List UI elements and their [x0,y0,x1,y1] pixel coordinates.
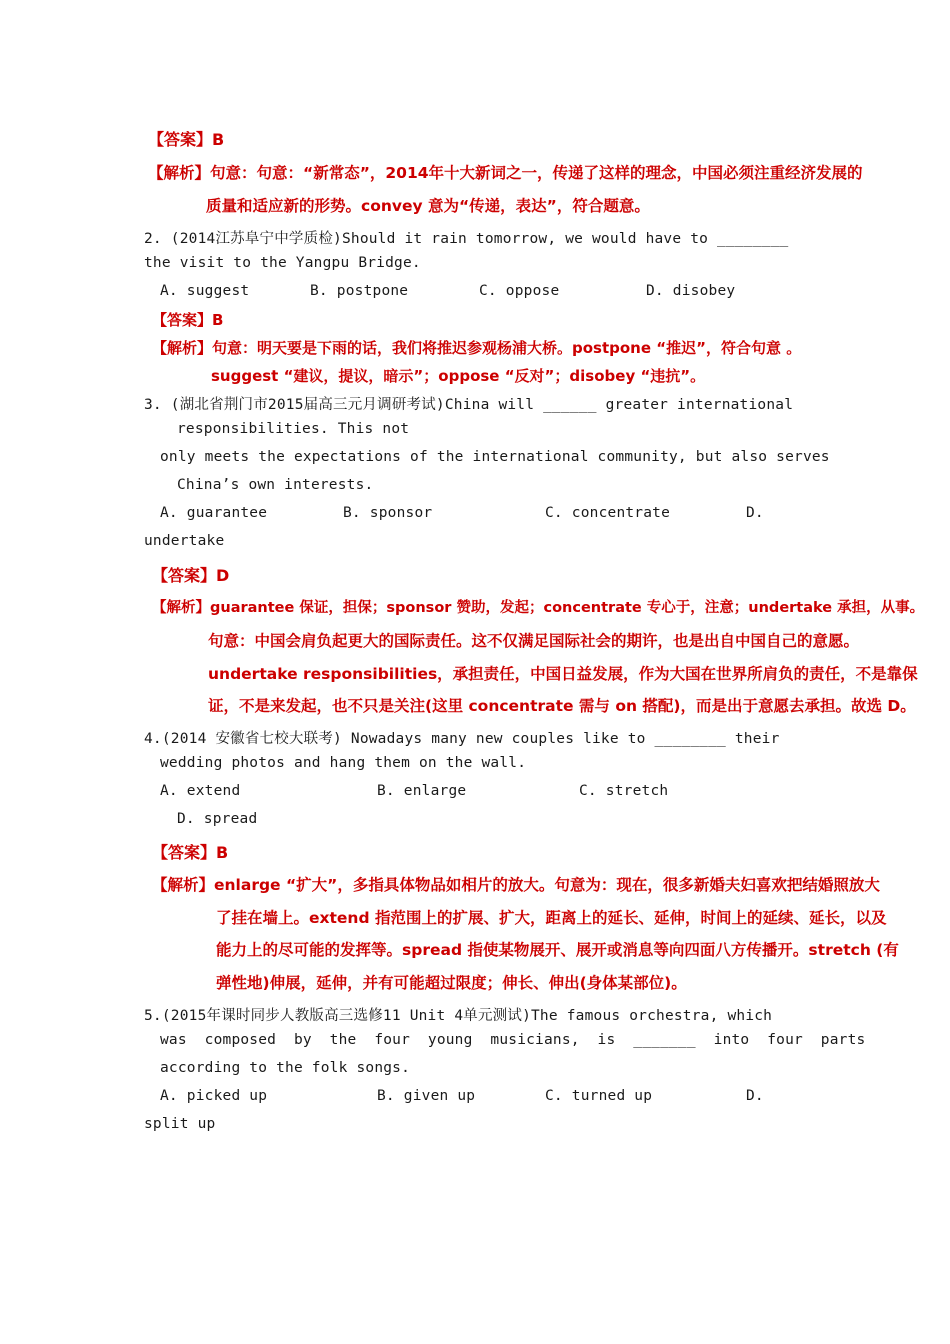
q3-option-d: D. [746,505,764,521]
q2-explanation-line-1: 【解析】句意：明天要是下雨的话，我们将推迟参观杨浦大桥。postpone “推迟”，符合句意 。 [152,339,802,357]
q2-answer: 【答案】B [152,311,224,329]
q5-option-c: C. turned up [545,1088,653,1104]
q2-explanation-line-2: suggest “建议，提议，暗示”；oppose “反对”；disobey “违抗”。 [211,367,706,385]
q3-stem-line-4: China’s own interests. [177,477,374,493]
q1-explanation-line-1: 【解析】句意：句意：“新常态”，2014年十大新词之一，传递了这样的理念，中国必须注重经济发展的 [148,164,863,182]
q1-explanation-line-2: 质量和适应新的形势。convey 意为“传递，表达”，符合题意。 [206,197,650,215]
q4-option-a: A. extend [160,783,241,799]
q4-stem-line-2: wedding photos and hang them on the wall. [160,755,527,771]
q2-option-a: A. suggest [160,283,250,299]
q4-stem-line-1: 4.(2014 安徽省七校大联考) Nowadays many new couples like to ________ their [144,731,780,747]
q3-explanation-line-3: undertake responsibilities，承担责任，中国日益发展，作为大国在世界所肩负的责任，不是靠保 [208,665,918,683]
q3-stem-line-1: 3. (湖北省荆门市2015届高三元月调研考试)China will ______ greater international [144,397,794,413]
q5-stem-line-1: 5.(2015年课时同步人教版高三选修11 Unit 4单元测试)The famous orchestra, which [144,1008,773,1024]
q4-option-d: D. spread [177,811,258,827]
q3-stem-line-3: only meets the expectations of the international community, but also serves [160,449,830,465]
q4-explanation-line-4: 弹性地)伸展，延伸，并有可能超过限度；伸长、伸出(身体某部位)。 [216,974,687,992]
q3-explanation-line-4: 证，不是来发起，也不只是关注(这里 concentrate 需与 on 搭配)，而是出于意愿去承担。故选 D。 [208,697,916,715]
q2-option-d: D. disobey [646,283,736,299]
q5-stem-line-2: was composed by the four young musicians, is _______ into four parts [160,1032,866,1048]
q4-option-c: C. stretch [579,783,669,799]
q4-option-b: B. enlarge [377,783,467,799]
q2-option-b: B. postpone [310,283,409,299]
q4-answer: 【答案】B [152,843,229,862]
q3-answer: 【答案】D [152,566,230,585]
q3-stem-line-2: responsibilities. This not [177,421,410,437]
q4-explanation-line-2: 了挂在墙上。extend 指范围上的扩展、扩大，距离上的延长、延伸，时间上的延续、延长，以及 [216,909,887,927]
q5-option-b: B. given up [377,1088,476,1104]
q4-explanation-line-1: 【解析】enlarge “扩大”，多指具体物品如相片的放大。句意为：现在，很多新婚夫妇喜欢把结婚照放大 [152,876,880,894]
q3-option-d-text: undertake [144,533,225,549]
q3-option-b: B. sponsor [343,505,433,521]
q3-explanation-line-1: 【解析】guarantee 保证，担保；sponsor 赞助，发起；concentrate 专心于，注意；undertake 承担，从事。 [152,600,925,616]
q2-stem-line-1: 2. (2014江苏阜宁中学质检)Should it rain tomorrow, we would have to ________ [144,231,789,247]
q3-explanation-line-2: 句意：中国会肩负起更大的国际责任。这不仅满足国际社会的期许，也是出自中国自己的意愿。 [208,632,860,650]
q5-option-d: D. [746,1088,764,1104]
q5-option-d-text: split up [144,1116,216,1132]
q4-explanation-line-3: 能力上的尽可能的发挥等。spread 指使某物展开、展开或消息等向四面八方传播开。stretch (有 [216,941,899,959]
q3-option-c: C. concentrate [545,505,671,521]
q1-answer: 【答案】B [148,130,225,149]
q3-option-a: A. guarantee [160,505,268,521]
q5-option-a: A. picked up [160,1088,268,1104]
q2-option-c: C. oppose [479,283,560,299]
q5-stem-line-3: according to the folk songs. [160,1060,411,1076]
q2-stem-line-2: the visit to the Yangpu Bridge. [144,255,421,271]
